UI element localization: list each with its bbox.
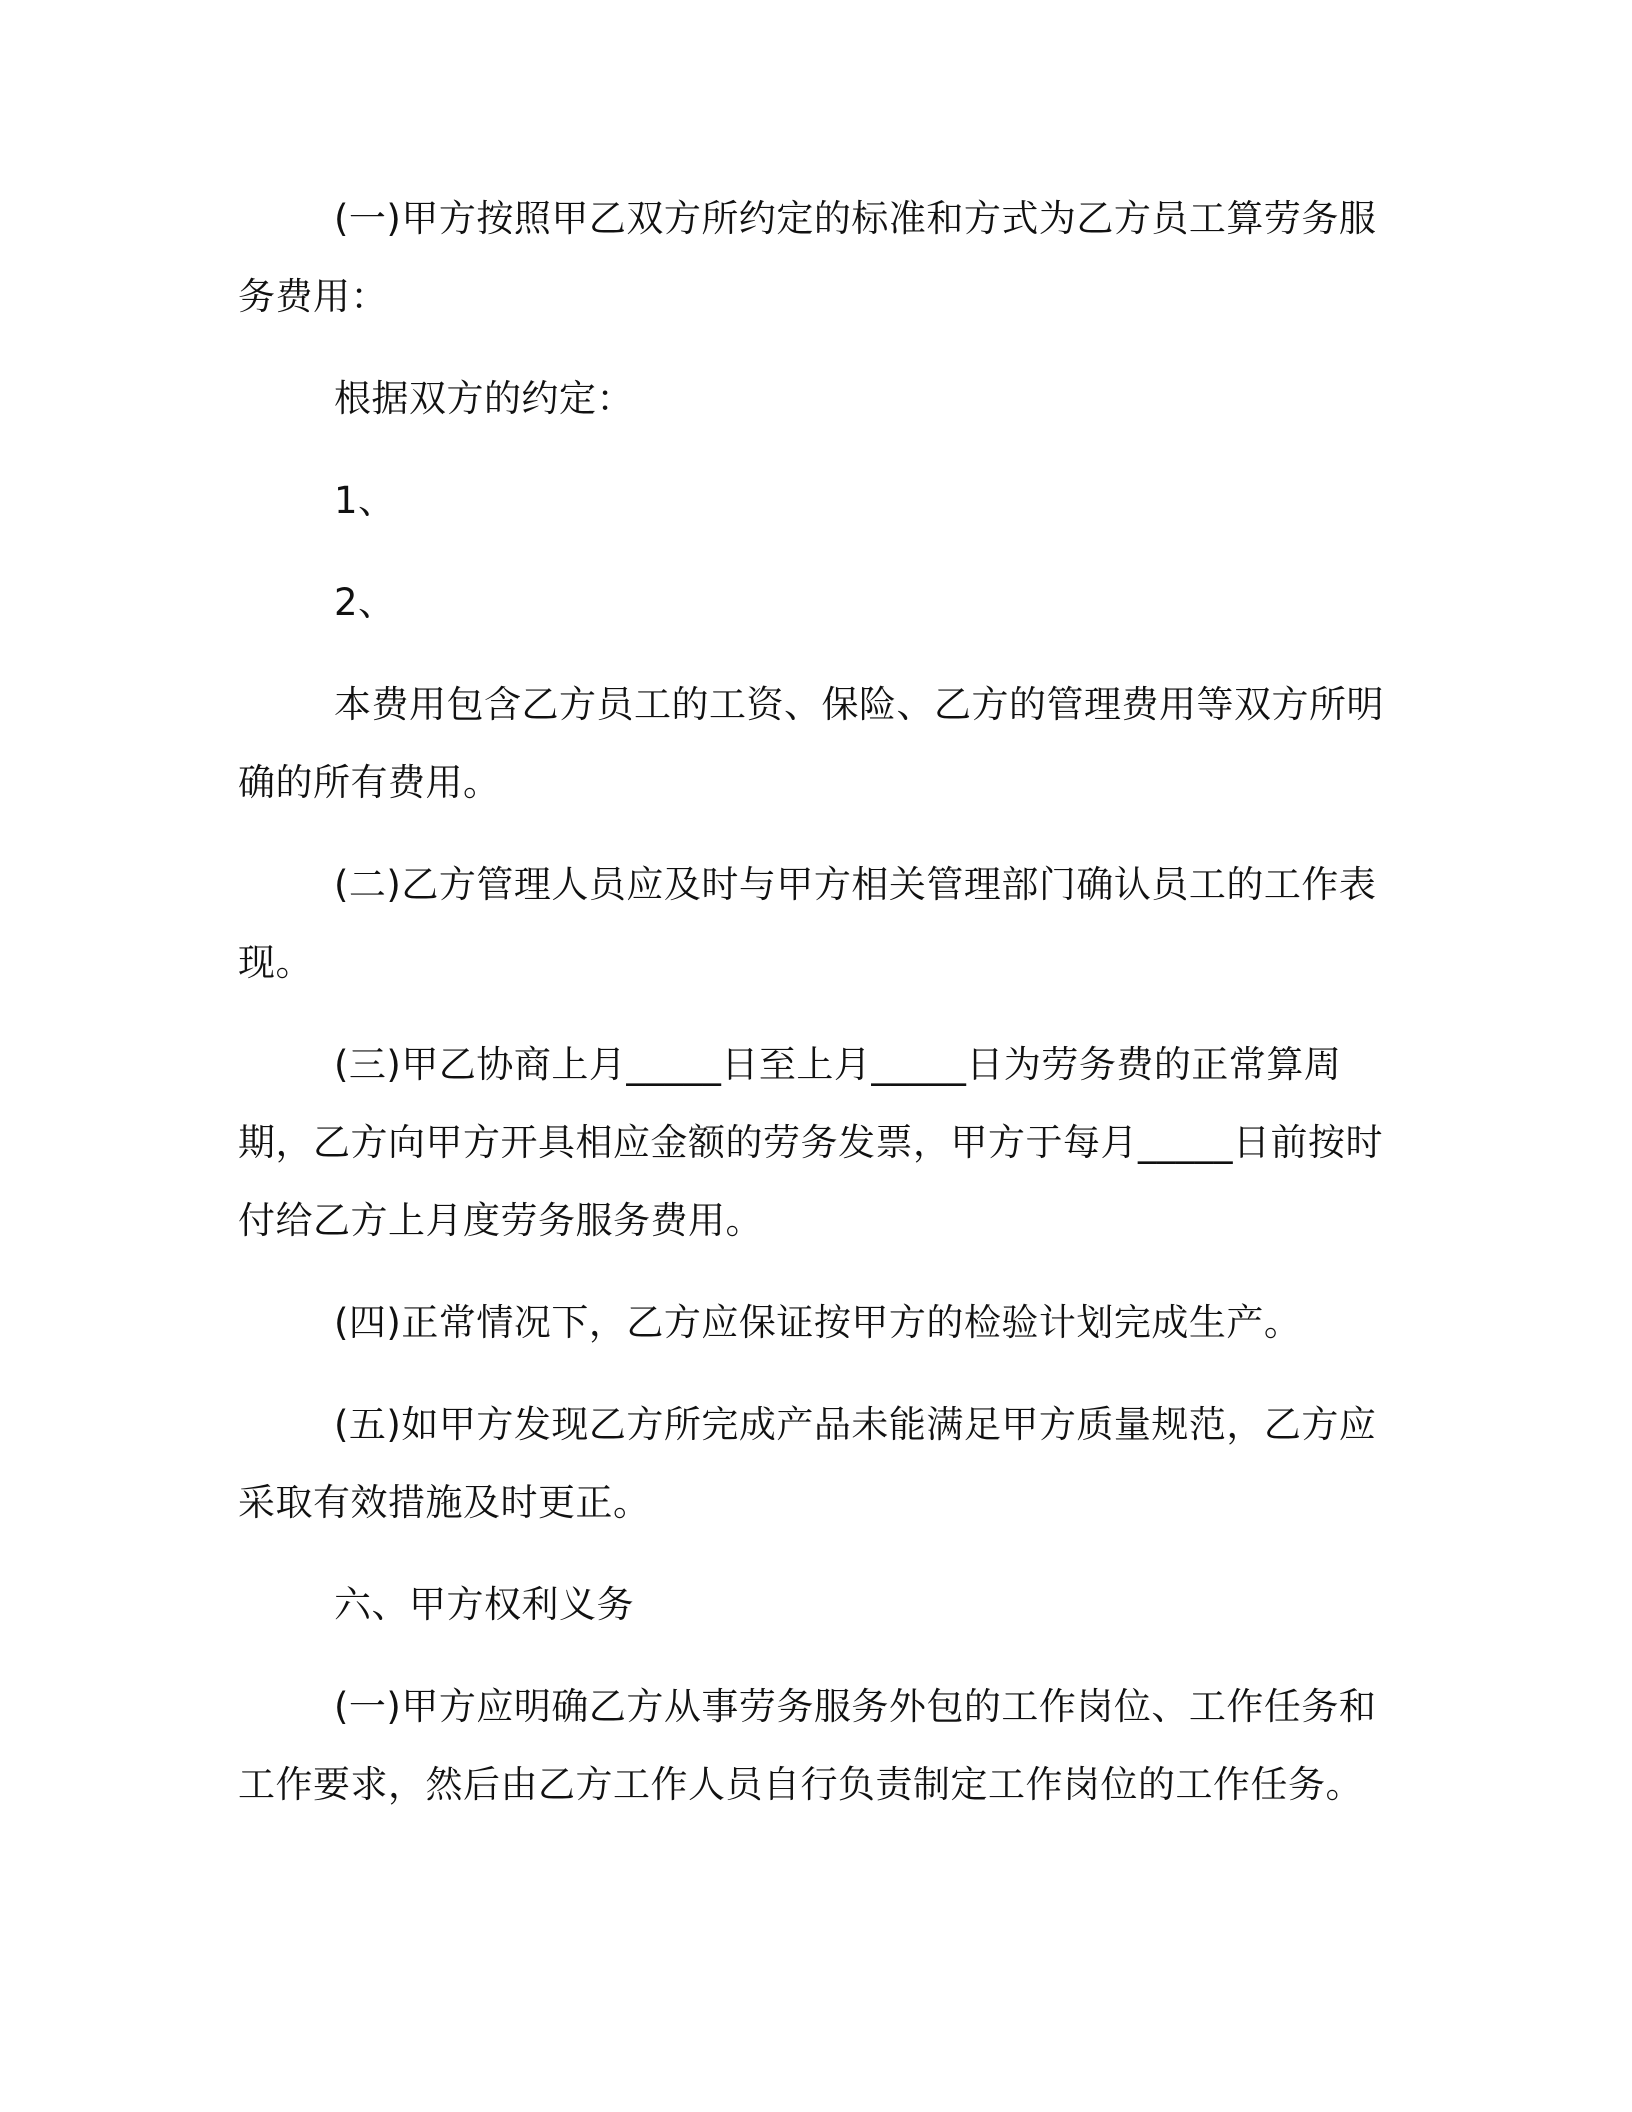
paragraph-agreement-intro: 根据双方的约定： — [334, 377, 634, 420]
paragraph-item-1: 1、 — [334, 479, 396, 522]
paragraph-billing-cycle: (三)甲乙协商上月_____日至上月_____日为劳务费的正常算周期，乙方向甲方开具相应金额的劳务发票，甲方于每月_____日前按时付给乙方上月度劳务服务费用。 — [238, 1043, 1383, 1242]
document-body — [238, 180, 1388, 1848]
paragraph-fee-standard: (一)甲方按照甲乙双方所约定的标准和方式为乙方员工算劳务服务费用： — [238, 197, 1377, 318]
paragraph-item-2: 2、 — [334, 581, 396, 624]
paragraph-performance-confirm: (二)乙方管理人员应及时与甲方相关管理部门确认员工的工作表现。 — [238, 863, 1377, 984]
section-heading-party-a-rights: 六、甲方权利义务 — [334, 1583, 634, 1626]
paragraph-job-requirements: (一)甲方应明确乙方从事劳务服务外包的工作岗位、工作任务和工作要求，然后由乙方工作人员自行负责制定工作岗位的工作任务。 — [238, 1685, 1377, 1806]
paragraph-production-plan: (四)正常情况下，乙方应保证按甲方的检验计划完成生产。 — [334, 1301, 1302, 1344]
paragraph-quality-correction: (五)如甲方发现乙方所完成产品未能满足甲方质量规范，乙方应采取有效措施及时更正。 — [238, 1403, 1377, 1524]
paragraph-fee-scope: 本费用包含乙方员工的工资、保险、乙方的管理费用等双方所明确的所有费用。 — [238, 683, 1384, 804]
